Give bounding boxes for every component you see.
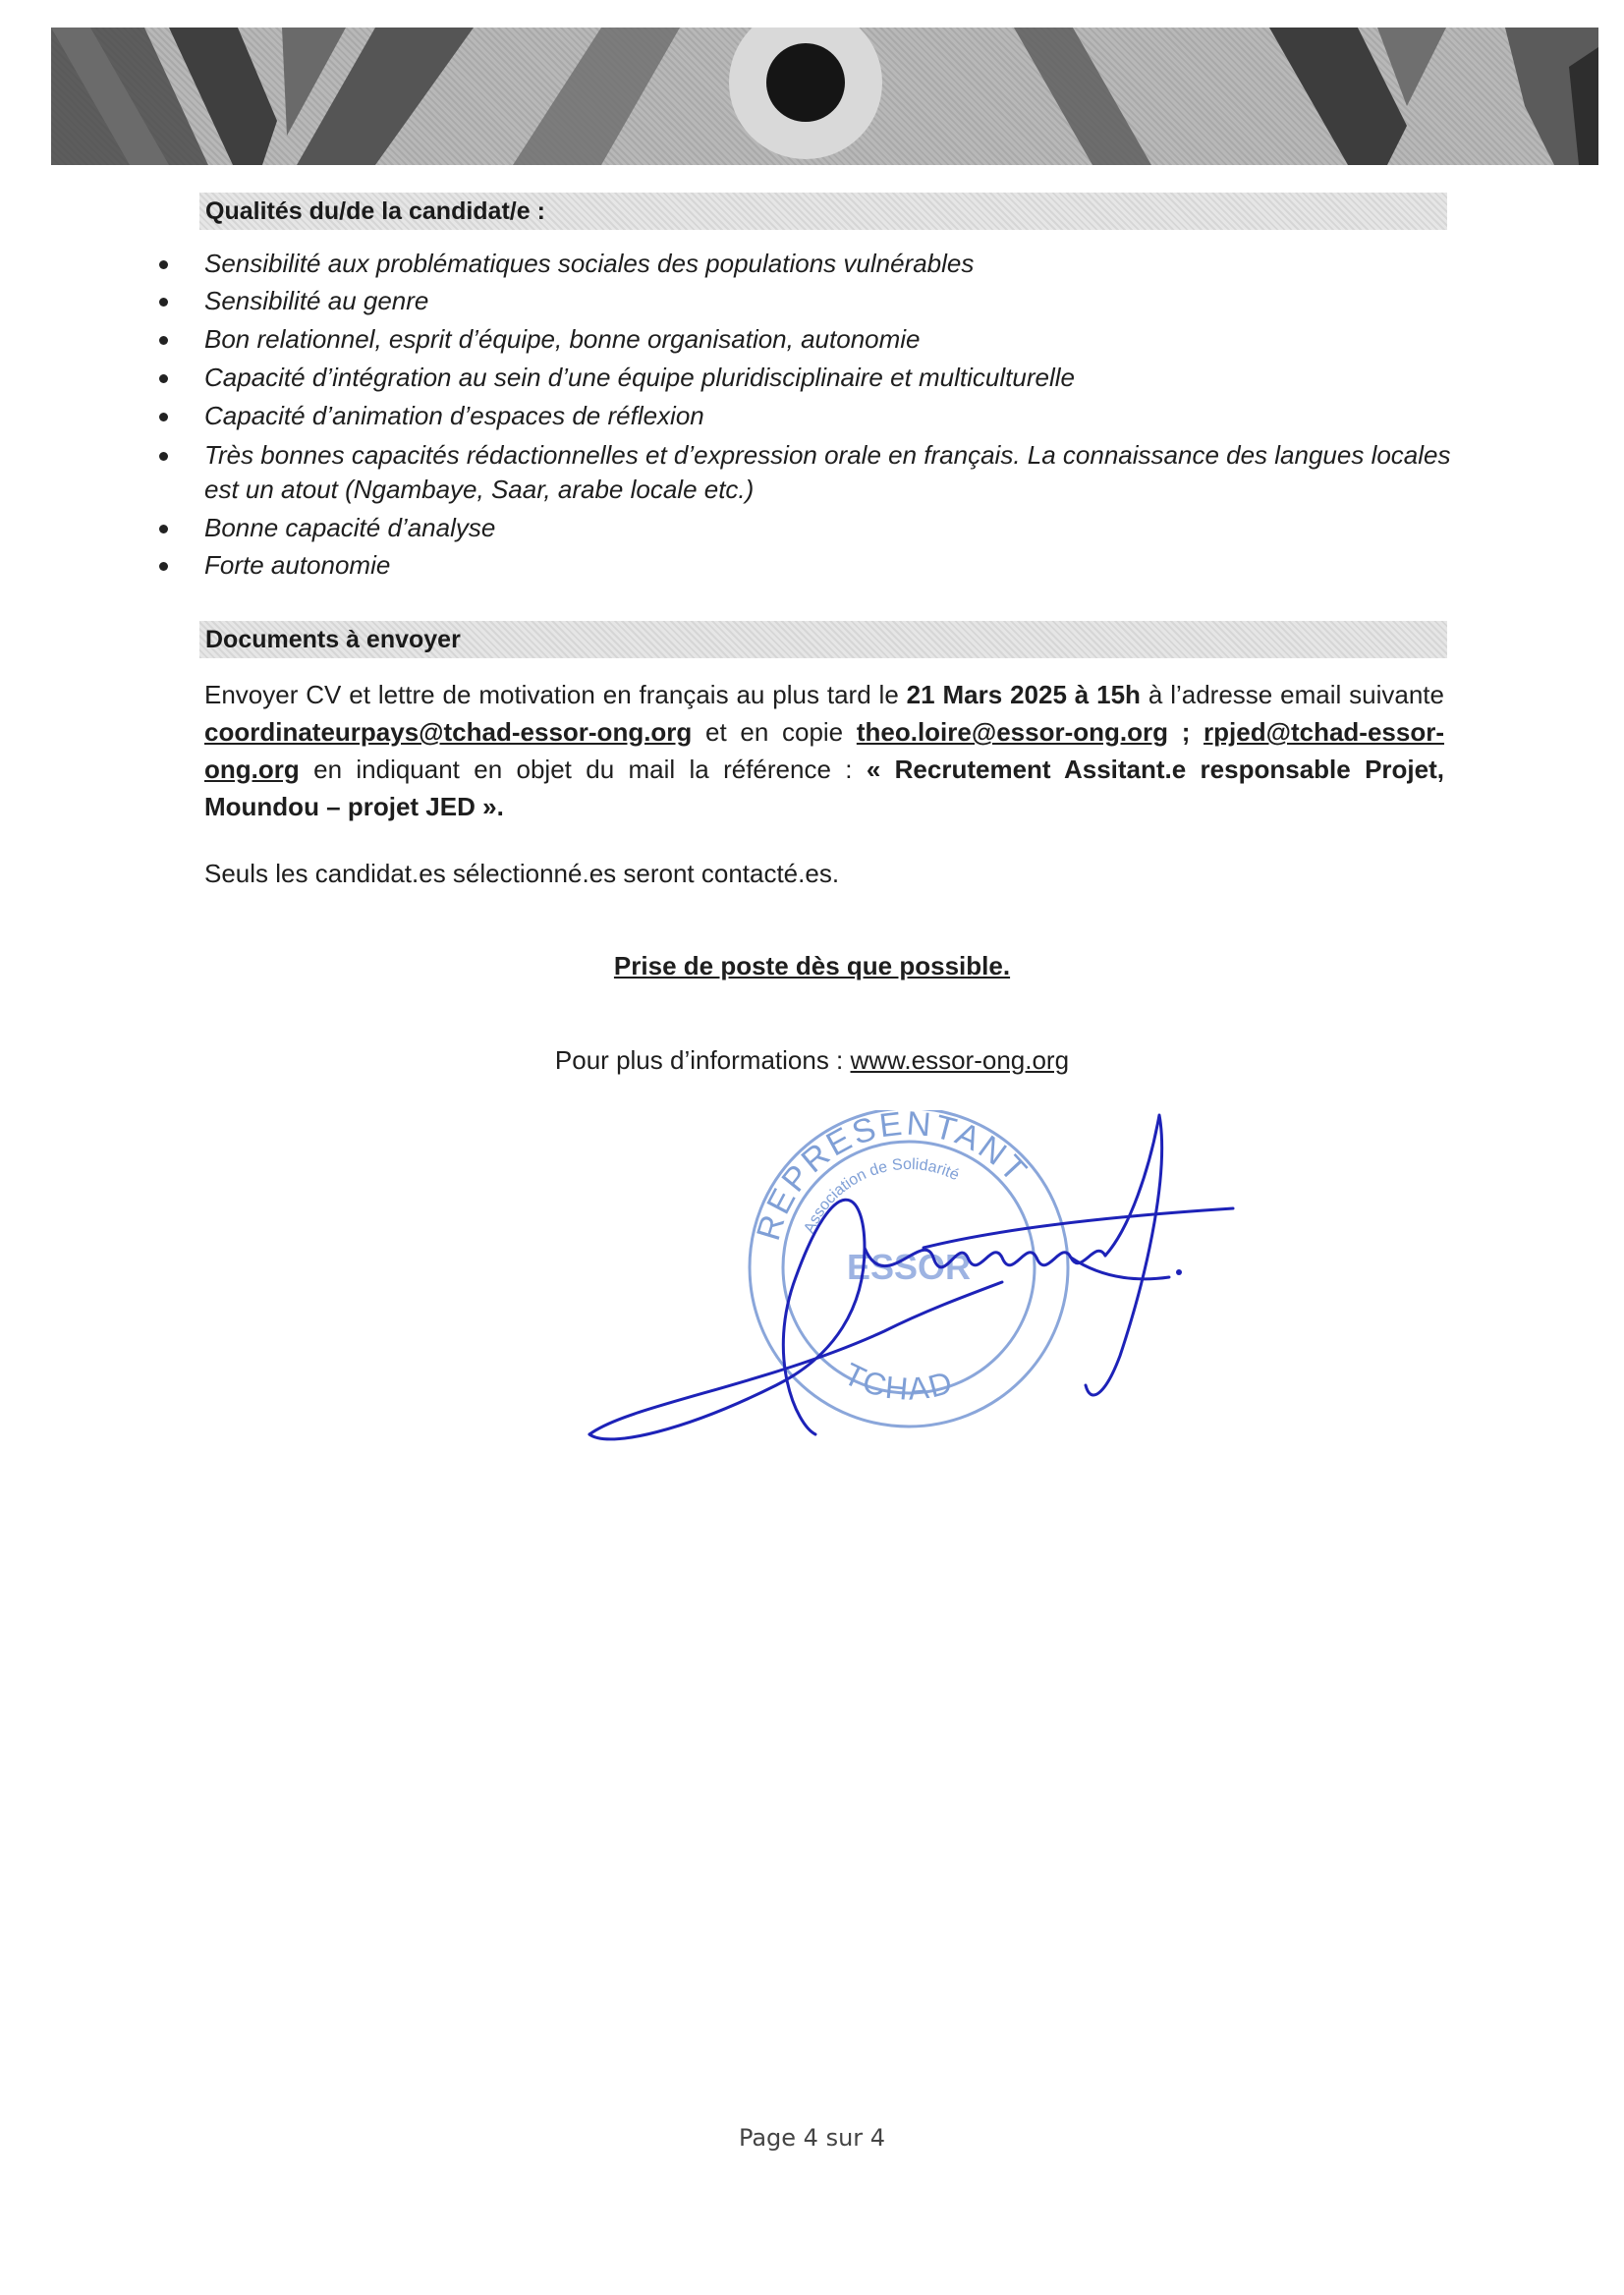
decorative-pattern-icon: [51, 28, 1598, 165]
list-item: Sensibilité au genre: [204, 284, 1452, 318]
documents-instructions: Envoyer CV et lettre de motivation en français au plus tard le 21 Mars 2025 à 15h à l’adresse email suivante coordinateurpays@tchad-essor-ong.org et en copie theo.loire@essor-ong.org ; rpjed@tchad-essor-ong.org en indiquant en objet du mail la référence : « Recrutement Assitant.e responsable Projet, Moundou – projet JED ».: [204, 680, 1445, 821]
stamp-top-text: REPRESENTANT: [749, 1110, 1036, 1245]
email-copy-2-link[interactable]: rpjed@tchad-essor-ong.org: [204, 717, 1445, 784]
deadline: 21 Mars 2025 à 15h: [906, 680, 1141, 709]
list-item: Capacité d’animation d’espaces de réflexion: [204, 399, 1452, 433]
stamp-and-signature: [570, 1110, 1238, 1464]
page-number: Page 4 sur 4: [738, 2124, 886, 2152]
documents-heading: Documents à envoyer: [199, 621, 1447, 658]
selection-notice: Seuls les candidat.es sélectionné.es seront contacté.es.: [204, 859, 840, 888]
list-item: Sensibilité aux problématiques sociales des populations vulnérables: [204, 247, 1452, 281]
stamp-bottom-text: TCHAD: [838, 1356, 958, 1407]
list-item: Très bonnes capacités rédactionnelles et d’expression orale en français. La connaissance des langues locales est un atout (Ngambaye, Saar, arabe locale etc.): [204, 438, 1452, 507]
email-copy-1-link[interactable]: theo.loire@essor-ong.org: [856, 717, 1168, 747]
more-info: Pour plus d’informations : www.essor-ong.org: [554, 1045, 1070, 1075]
list-item: Capacité d’intégration au sein d’une équipe pluridisciplinaire et multiculturelle: [204, 361, 1452, 395]
stamp-icon: [570, 1110, 1238, 1464]
qualities-heading: Qualités du/de la candidat/e :: [199, 193, 1447, 230]
website-link[interactable]: www.essor-ong.org: [850, 1045, 1070, 1075]
start-notice: Prise de poste dès que possible.: [613, 951, 1011, 980]
stamp-logo-text: ESSOR: [846, 1247, 972, 1287]
email-reference: « Recrutement Assitant.e responsable Projet, Moundou – projet JED ».: [204, 755, 1444, 821]
list-item: Bonne capacité d’analyse: [204, 511, 1452, 545]
header-banner: [51, 28, 1598, 165]
svg-text:REPRESENTANT: [750, 1110, 1036, 1245]
list-item: Bon relationnel, esprit d’équipe, bonne organisation, autonomie: [204, 322, 1452, 357]
email-primary-link[interactable]: coordinateurpays@tchad-essor-ong.org: [204, 717, 693, 747]
stamp-org-text: Association de Solidarité: [801, 1155, 962, 1236]
list-item: Forte autonomie: [204, 548, 1452, 583]
svg-text:TCHAD: [838, 1356, 957, 1407]
